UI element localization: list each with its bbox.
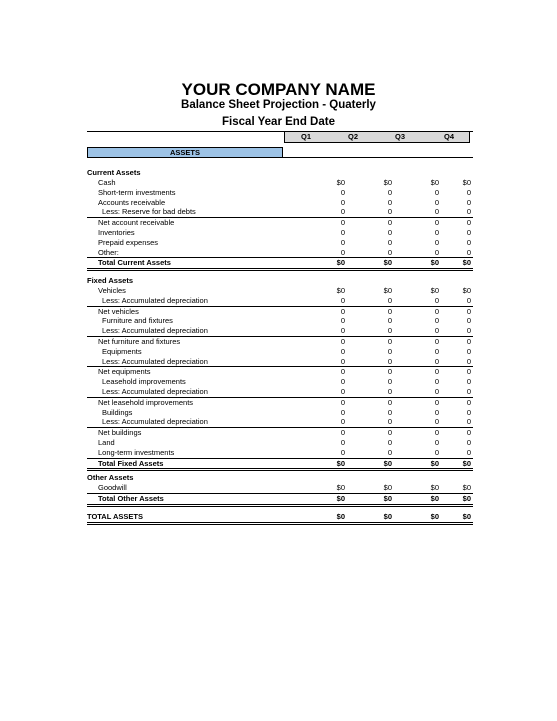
row-label: Long-term investments [98,447,175,457]
other-assets-title: Other Assets [87,473,134,482]
row-value-q3: 0 [434,346,439,356]
row-label: Short-term investments [98,187,176,197]
row-value-q1: $0 [336,493,345,503]
row-label: Less: Accumulated depreciation [102,295,208,305]
assets-section-bar: ASSETS [87,147,283,158]
table-row [87,357,473,368]
table-row [87,347,473,357]
table-row [87,178,473,188]
row-value-q3: $0 [430,493,439,503]
row-label: Inventories [98,227,135,237]
row-value-q1: 0 [340,306,345,316]
row-value-q2: $0 [383,178,392,187]
row-value-q4: 0 [466,367,471,377]
row-value-q3: 0 [434,295,439,305]
row-value-q4: 0 [466,316,471,326]
row-value-q3: 0 [434,187,439,197]
row-value-q2: 0 [387,227,392,237]
row-label: TOTAL ASSETS [87,512,143,521]
other-assets-table [87,483,473,507]
row-value-q2: 0 [387,295,392,305]
row-value-q4: 0 [466,295,471,305]
report-subtitle: Balance Sheet Projection - Quaterly [181,99,376,111]
row-value-q2: 0 [387,207,392,217]
row-value-q3: 0 [434,326,439,336]
row-value-q4: 0 [466,447,471,457]
row-value-q1: 0 [340,237,345,247]
row-label: Cash [98,178,116,187]
row-value-q3: 0 [434,247,439,257]
row-value-q4: 0 [466,237,471,247]
row-value-q4: 0 [466,386,471,396]
table-row [87,494,473,507]
row-label: Prepaid expenses [98,237,159,247]
row-value-q4: 0 [466,207,471,217]
row-value-q1: 0 [340,326,345,336]
table-row [87,438,473,448]
row-value-q2: 0 [387,336,392,346]
row-value-q3: 0 [434,207,439,217]
row-value-q2: 0 [387,218,392,228]
row-label: Net buildings [98,428,142,438]
row-value-q1: 0 [340,386,345,396]
row-value-q2: 0 [387,447,392,457]
table-row [87,448,473,459]
row-label: Less: Accumulated depreciation [102,386,208,396]
row-value-q4: $0 [462,493,471,503]
row-value-q2: $0 [383,493,392,503]
row-label: Total Other Assets [98,493,164,503]
row-value-q4: 0 [466,227,471,237]
row-label: Land [98,437,115,447]
table-row [87,238,473,248]
table-row [87,326,473,337]
row-value-q2: 0 [387,197,392,207]
row-label: Other: [98,247,119,257]
row-value-q4: 0 [466,187,471,197]
table-row [87,258,473,271]
table-row [87,428,473,438]
row-value-q3: 0 [434,218,439,228]
row-value-q1: 0 [340,437,345,447]
row-label: Net vehicles [98,306,139,316]
table-row [87,459,473,472]
row-value-q3: 0 [434,237,439,247]
row-label: Furniture and fixtures [102,316,173,326]
table-row [87,337,473,347]
table-row [87,387,473,398]
row-value-q4: $0 [462,178,471,187]
row-value-q1: $0 [336,286,345,295]
table-row [87,286,473,296]
row-value-q3: 0 [434,227,439,237]
row-value-q3: 0 [434,356,439,366]
row-label: Vehicles [98,286,126,295]
row-value-q1: $0 [336,512,345,521]
quarter-label-q3: Q3 [394,132,405,141]
row-value-q4: 0 [466,377,471,387]
row-value-q4: 0 [466,306,471,316]
row-value-q3: 0 [434,397,439,407]
row-value-q4: 0 [466,428,471,438]
table-row [87,207,473,218]
row-value-q2: 0 [387,237,392,247]
row-label: Goodwill [98,483,127,492]
row-value-q4: 0 [466,326,471,336]
row-value-q3: $0 [430,458,439,468]
table-row [87,483,473,494]
row-label: Equipments [102,346,142,356]
row-value-q2: 0 [387,417,392,427]
quarter-label-q2: Q2 [347,132,358,141]
row-value-q1: 0 [340,336,345,346]
row-value-q3: $0 [430,286,439,295]
row-label: Net leasehold improvements [98,397,194,407]
row-value-q1: 0 [340,295,345,305]
row-value-q4: 0 [466,336,471,346]
table-row [87,367,473,377]
table-row [87,296,473,307]
row-value-q1: 0 [340,227,345,237]
table-row [87,218,473,228]
assets-underline [283,157,473,158]
row-value-q1: 0 [340,316,345,326]
row-value-q1: $0 [336,258,345,268]
row-value-q3: 0 [434,336,439,346]
row-label: Less: Accumulated depreciation [102,326,208,336]
row-label: Total Current Assets [98,258,171,268]
row-value-q1: 0 [340,367,345,377]
row-label: Leasehold improvements [102,377,186,387]
row-value-q1: 0 [340,207,345,217]
table-row [87,417,473,428]
row-value-q4: 0 [466,346,471,356]
row-value-q3: 0 [434,407,439,417]
row-value-q1: 0 [340,447,345,457]
row-value-q1: 0 [340,397,345,407]
row-value-q4: 0 [466,247,471,257]
row-label: Net equipments [98,367,151,377]
row-value-q4: 0 [466,437,471,447]
row-value-q3: $0 [430,512,439,521]
table-row [87,228,473,238]
row-value-q4: $0 [462,483,471,492]
row-value-q4: 0 [466,197,471,207]
fixed-assets-title: Fixed Assets [87,276,133,285]
row-value-q3: 0 [434,306,439,316]
table-row [87,398,473,408]
row-value-q3: 0 [434,197,439,207]
row-value-q2: $0 [383,458,392,468]
current-assets-title: Current Assets [87,168,141,177]
row-value-q2: $0 [383,512,392,521]
row-value-q2: 0 [387,407,392,417]
company-name: YOUR COMPANY NAME [181,80,376,99]
row-value-q3: 0 [434,316,439,326]
row-value-q3: 0 [434,417,439,427]
row-value-q2: 0 [387,437,392,447]
row-value-q3: $0 [430,178,439,187]
row-label: Total Fixed Assets [98,458,164,468]
row-value-q3: $0 [430,258,439,268]
row-value-q1: 0 [340,247,345,257]
table-row [87,198,473,208]
row-value-q3: 0 [434,377,439,387]
row-value-q3: 0 [434,437,439,447]
row-value-q1: 0 [340,417,345,427]
row-value-q3: 0 [434,447,439,457]
row-value-q4: $0 [462,258,471,268]
row-value-q1: $0 [336,178,345,187]
row-label: Buildings [102,407,133,417]
row-value-q3: 0 [434,367,439,377]
current-assets-table [87,178,473,271]
row-label: Net furniture and fixtures [98,336,181,346]
row-value-q3: 0 [434,386,439,396]
row-value-q2: 0 [387,316,392,326]
row-value-q1: 0 [340,407,345,417]
row-value-q2: 0 [387,247,392,257]
row-value-q4: $0 [462,286,471,295]
row-value-q4: $0 [462,512,471,521]
row-value-q3: 0 [434,428,439,438]
row-value-q4: 0 [466,407,471,417]
quarter-label-q4: Q4 [443,132,454,141]
row-value-q2: 0 [387,356,392,366]
row-value-q2: 0 [387,377,392,387]
row-value-q2: $0 [383,286,392,295]
total-assets-table [87,512,473,525]
row-value-q2: 0 [387,367,392,377]
table-row [87,248,473,259]
row-value-q2: 0 [387,386,392,396]
row-value-q1: 0 [340,187,345,197]
row-value-q1: 0 [340,377,345,387]
table-row [87,512,473,525]
row-value-q4: $0 [462,458,471,468]
row-value-q1: 0 [340,346,345,356]
row-value-q1: $0 [336,458,345,468]
fixed-assets-table [87,286,473,471]
row-value-q2: 0 [387,187,392,197]
row-value-q2: 0 [387,428,392,438]
table-row [87,408,473,418]
row-value-q1: 0 [340,428,345,438]
row-label: Less: Accumulated depreciation [102,356,208,366]
row-value-q3: $0 [430,483,439,492]
quarter-label-q1: Q1 [300,132,311,141]
row-label: Accounts receivable [98,197,166,207]
row-value-q1: $0 [336,483,345,492]
row-value-q1: 0 [340,356,345,366]
row-value-q2: 0 [387,326,392,336]
table-row [87,316,473,326]
row-value-q4: 0 [466,218,471,228]
row-value-q2: 0 [387,346,392,356]
table-row [87,188,473,198]
row-value-q4: 0 [466,356,471,366]
row-label: Less: Accumulated depreciation [102,417,208,427]
fiscal-date-line: Fiscal Year End Date [222,116,335,128]
row-value-q2: $0 [383,483,392,492]
row-value-q4: 0 [466,397,471,407]
row-value-q2: 0 [387,397,392,407]
row-value-q1: 0 [340,197,345,207]
row-value-q4: 0 [466,417,471,427]
row-label: Less: Reserve for bad debts [102,207,196,217]
row-value-q1: 0 [340,218,345,228]
table-row [87,377,473,387]
row-label: Net account receivable [98,218,175,228]
table-row [87,307,473,317]
row-value-q2: 0 [387,306,392,316]
row-value-q2: $0 [383,258,392,268]
